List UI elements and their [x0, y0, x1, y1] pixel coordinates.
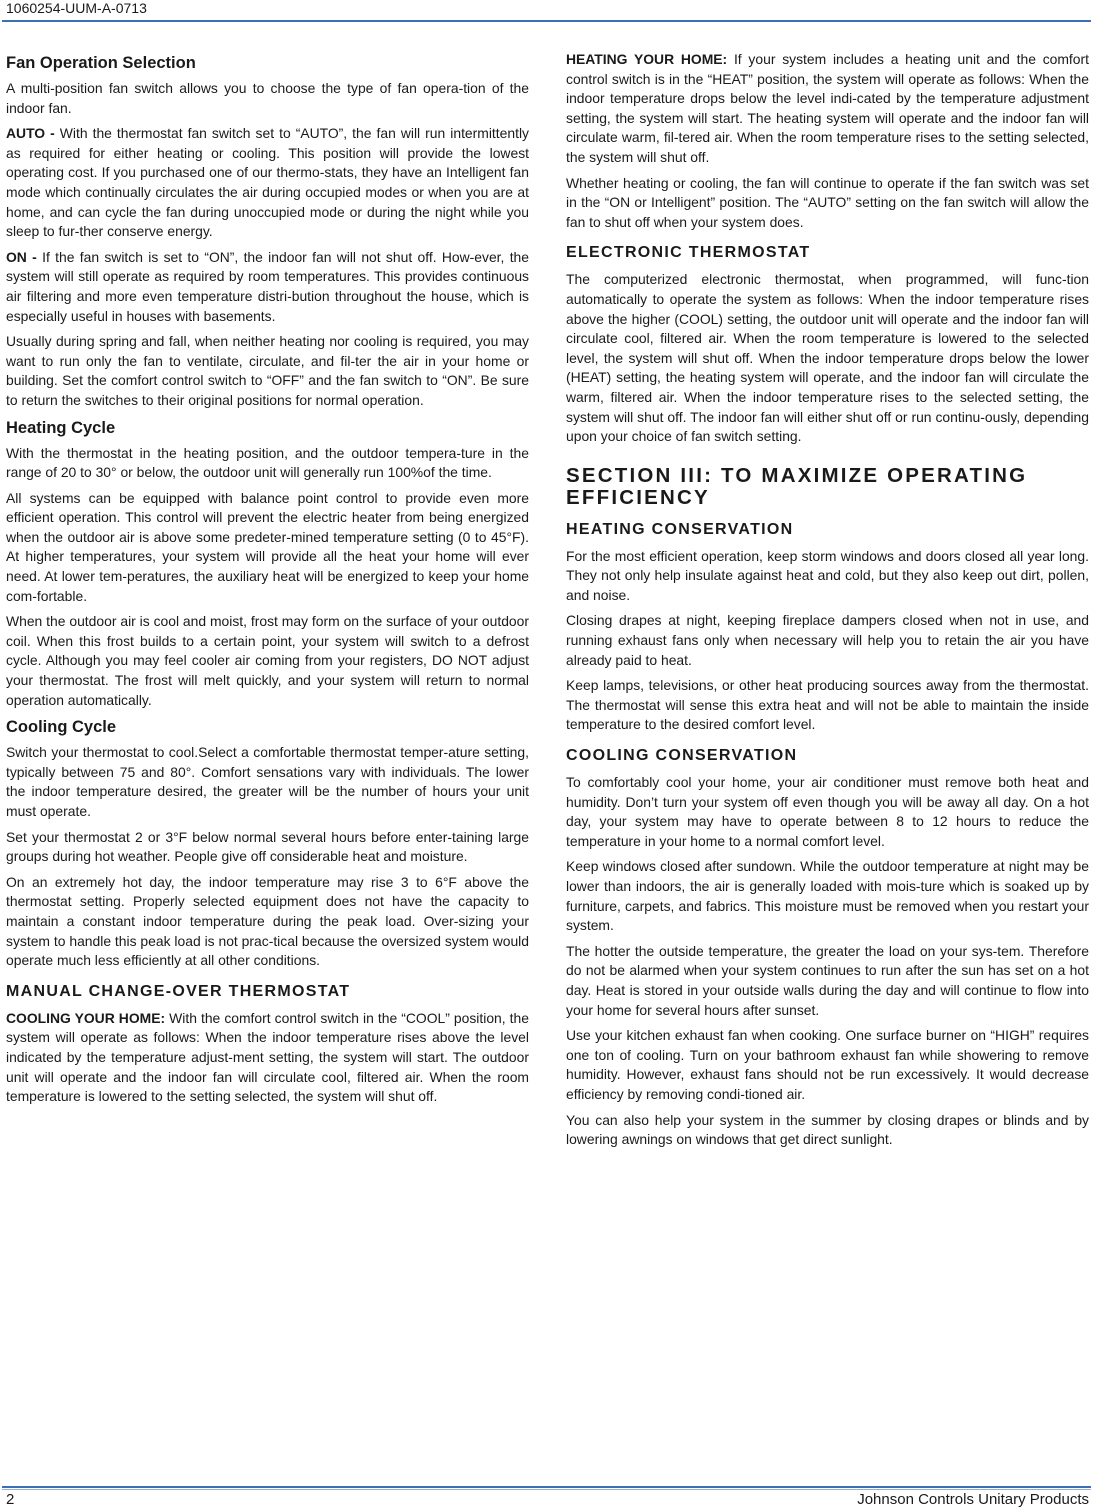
fan-auto-paragraph [6, 124, 529, 242]
cooling-your-home-lead: COOLING YOUR HOME: [6, 1009, 166, 1026]
heating-conservation-p1: For the most efficient operation, keep storm windows and doors closed all year long. They not only help insulate against heat and cold, but they also keep out dirt, pollen, and noise. [566, 547, 1089, 603]
footer-rule [2, 1486, 1091, 1488]
auto-text: With the thermostat fan switch set to “AUTO”, the fan will run intermittently as required for either heating or cooling. This position will provide the lowest operating cost. If you purchased one of our thermo-stats, they have an Intelligent fan mode which continually circulates the air during occupied modes or when you are at home, and can cycle the fan during unoccupied mode or during the night while you sleep to fur-ther conserve energy. [6, 125, 529, 240]
header-rule [2, 20, 1091, 22]
cooling-hotday-paragraph: On an extremely hot day, the indoor temperature may rise 3 to 6°F above the thermostat setting. Properly selected equipment does not have the capacity to maintain a constant indoor temperature during the peak load. Over-sizing your system to handle this peak load is not prac-tical because the oversized system would operate much less efficiently at all other conditions. [6, 873, 529, 969]
heating-cycle-paragraph: With the thermostat in the heating position, and the outdoor tempera-ture in the range of 20 to 30° or below, the outdoor unit will generally run 100%of the time. [6, 444, 529, 481]
fan-intro-paragraph: A multi-position fan switch allows you to choose the type of fan opera-tion of the indoor fan. [6, 80, 529, 116]
document-id: 1060254-UUM-A-0713 [6, 0, 147, 16]
heating-conservation-heading: HEATING CONSERVATION [566, 520, 794, 538]
heating-balance-paragraph: All systems can be equipped with balance point control to provide even more efficient operation. This control will prevent the electric heater from being energized when the outdoor air is above some predeter-mined temperature setting (0 to 45°F). At higher temperatures, your system will provide all the heat your home will ever need. At lower tem-peratures, the auxiliary heat will be energized to keep your home com-fortable. [6, 489, 529, 604]
cooling-conservation-p5: You can also help your system in the summer by closing drapes or blinds and by lowering awnings on windows that get direct sunlight. [566, 1111, 1089, 1148]
manual-thermostat-heading: MANUAL CHANGE-OVER THERMOSTAT [6, 982, 351, 1000]
cooling-your-home-text: With the comfort control switch in the “COOL” position, the system will operate as follows: When the indoor temperature rises above the level indicated by the temperature adjust-ment setting, the system will start. The outdoor unit will operate and the indoor fan will circulate cool, filtered air. When the room temperature is lowered to the setting selected, the system will shut off. [6, 1009, 529, 1105]
on-text: If the fan switch is set to “ON”, the indoor fan will not shut off. How-ever, the system will still operate as required by room temperatures. This provides continuous air filtering and more even temperature distri-bution throughout the house, which is especially useful in houses with basements. [6, 248, 530, 324]
heating-cycle-heading: Heating Cycle [6, 418, 116, 437]
company-name: Johnson Controls Unitary Products [857, 1491, 1089, 1508]
fan-continue-paragraph: Whether heating or cooling, the fan will continue to operate if the fan switch was set in the “ON or Intelligent” position. The “AUTO” setting on the fan switch will allow the fan to shut off when your system does. [566, 174, 1089, 230]
heating-your-home-lead: HEATING YOUR HOME: [566, 51, 728, 67]
electronic-thermostat-paragraph: The computerized electronic thermostat, when programmed, will func-tion automatically to operate the system as follows: When the indoor temperature rises above the higher (COOL) setting, the outdoor unit will operate and the indoor fan will circulate cool, filtered air. When the room temperature is lowered to the selected level, the system will shut off. When the indoor temperature drops below the lower (HEAT) setting, the heating system will operate, and the indoor fan will circulate the warm, filtered air. When the indoor temperature rises to the selected setting, the system will shut off. The indoor fan will either shut off or run continu-ously, depending upon your choice of fan switch setting. [566, 271, 1089, 445]
footer-rule-thin [2, 1489, 1091, 1490]
heating-your-home-text: If your system includes a heating unit and the comfort control switch is in the “HEAT” position, the system will operate as follows: When the indoor temperature drops below the level indi-cated by the temperature adjustment setting, the system will start. The heating system will operate and the indoor fan will circulate warm, fil-tered air. When the room temperature rises to the setting selected, the system will shut off. [566, 51, 1090, 165]
heating-your-home-paragraph [566, 50, 1089, 168]
on-lead: ON - [6, 248, 37, 265]
fan-on-paragraph [6, 248, 529, 326]
electronic-thermostat-heading: ELECTRONIC THERMOSTAT [566, 244, 811, 262]
section-iii-title: SECTION III: TO MAXIMIZE OPERATING EFFICIENCY [566, 463, 1028, 509]
fan-usually-paragraph: Usually during spring and fall, when neither heating nor cooling is required, you may want to run only the fan to ventilate, circulate, and fil-ter the air in your home or building. Set the comfort control switch to “OFF” and the fan switch to “ON”. Be sure to return the switches to their original positions for normal operation. [6, 333, 529, 408]
cooling-your-home-paragraph [6, 1009, 529, 1107]
right-column [566, 50, 1089, 1156]
fan-operation-heading: Fan Operation Selection [6, 54, 196, 72]
cooling-cycle-heading: Cooling Cycle [6, 718, 117, 737]
heating-conservation-p3: Keep lamps, televisions, or other heat producing sources away from the thermostat. The thermostat will sense this extra heat and will not be able to maintain the inside temperature to the desired comfort level. [566, 677, 1089, 733]
cooling-cycle-paragraph: Switch your thermostat to cool.Select a comfortable thermostat temper-ature setting, typically between 75 and 80°. Comfort sensations vary with individuals. The lower the indoor temperature desired, the greater will be the number of hours your unit must operate. [6, 744, 529, 819]
page-number: 2 [6, 1491, 15, 1508]
cooling-conservation-p4: Use your kitchen exhaust fan when cooking. One surface burner on “HIGH” requires one ton of cooling. Turn on your bathroom exhaust fan while showering to remove humidity. However, exhaust fans should not be run excessively. It would decrease efficiency by removing condi-tioned air. [566, 1027, 1089, 1102]
heating-frost-paragraph: When the outdoor air is cool and moist, frost may form on the surface of your outdoor coil. When this frost builds to a certain point, your system will switch to a defrost cycle. Although you may feel cooler air coming from your registers, DO NOT adjust your thermostat. The frost will melt quickly, and your system will return to normal operation automatically. [6, 613, 529, 708]
cooling-conservation-p2: Keep windows closed after sundown. While the outdoor temperature at night may be lower than indoors, the air is generally loaded with mois-ture which is soaked up by furniture, carpets, and fabrics. This moisture must be removed when you restart your system. [566, 858, 1089, 934]
cooling-conservation-p1: To comfortably cool your home, your air conditioner must remove both heat and humidity. Don’t turn your system off even though you will be away all day. On a hot day, your system may have to operate between 8 to 12 hours to reduce the temperature in your home to a normal comfort level. [566, 774, 1089, 849]
auto-lead: AUTO - [6, 125, 55, 142]
cooling-conservation-heading: COOLING CONSERVATION [566, 747, 798, 765]
cooling-setback-paragraph: Set your thermostat 2 or 3°F below normal several hours before enter-taining large groups during hot weather. People give off considerable heat and moisture. [6, 828, 529, 865]
heating-conservation-p2: Closing drapes at night, keeping fireplace dampers closed when not in use, and running exhaust fans only when necessary will help you to retain the air you have already paid to heat. [566, 612, 1089, 668]
cooling-conservation-p3: The hotter the outside temperature, the greater the load on your sys-tem. Therefore do not be alarmed when your system continues to run after the sun has set on a hot day. Heat is stored in your outside walls during the day and will continue to flow into your home for several hours after sunset. [566, 942, 1089, 1018]
left-column [6, 50, 529, 1113]
